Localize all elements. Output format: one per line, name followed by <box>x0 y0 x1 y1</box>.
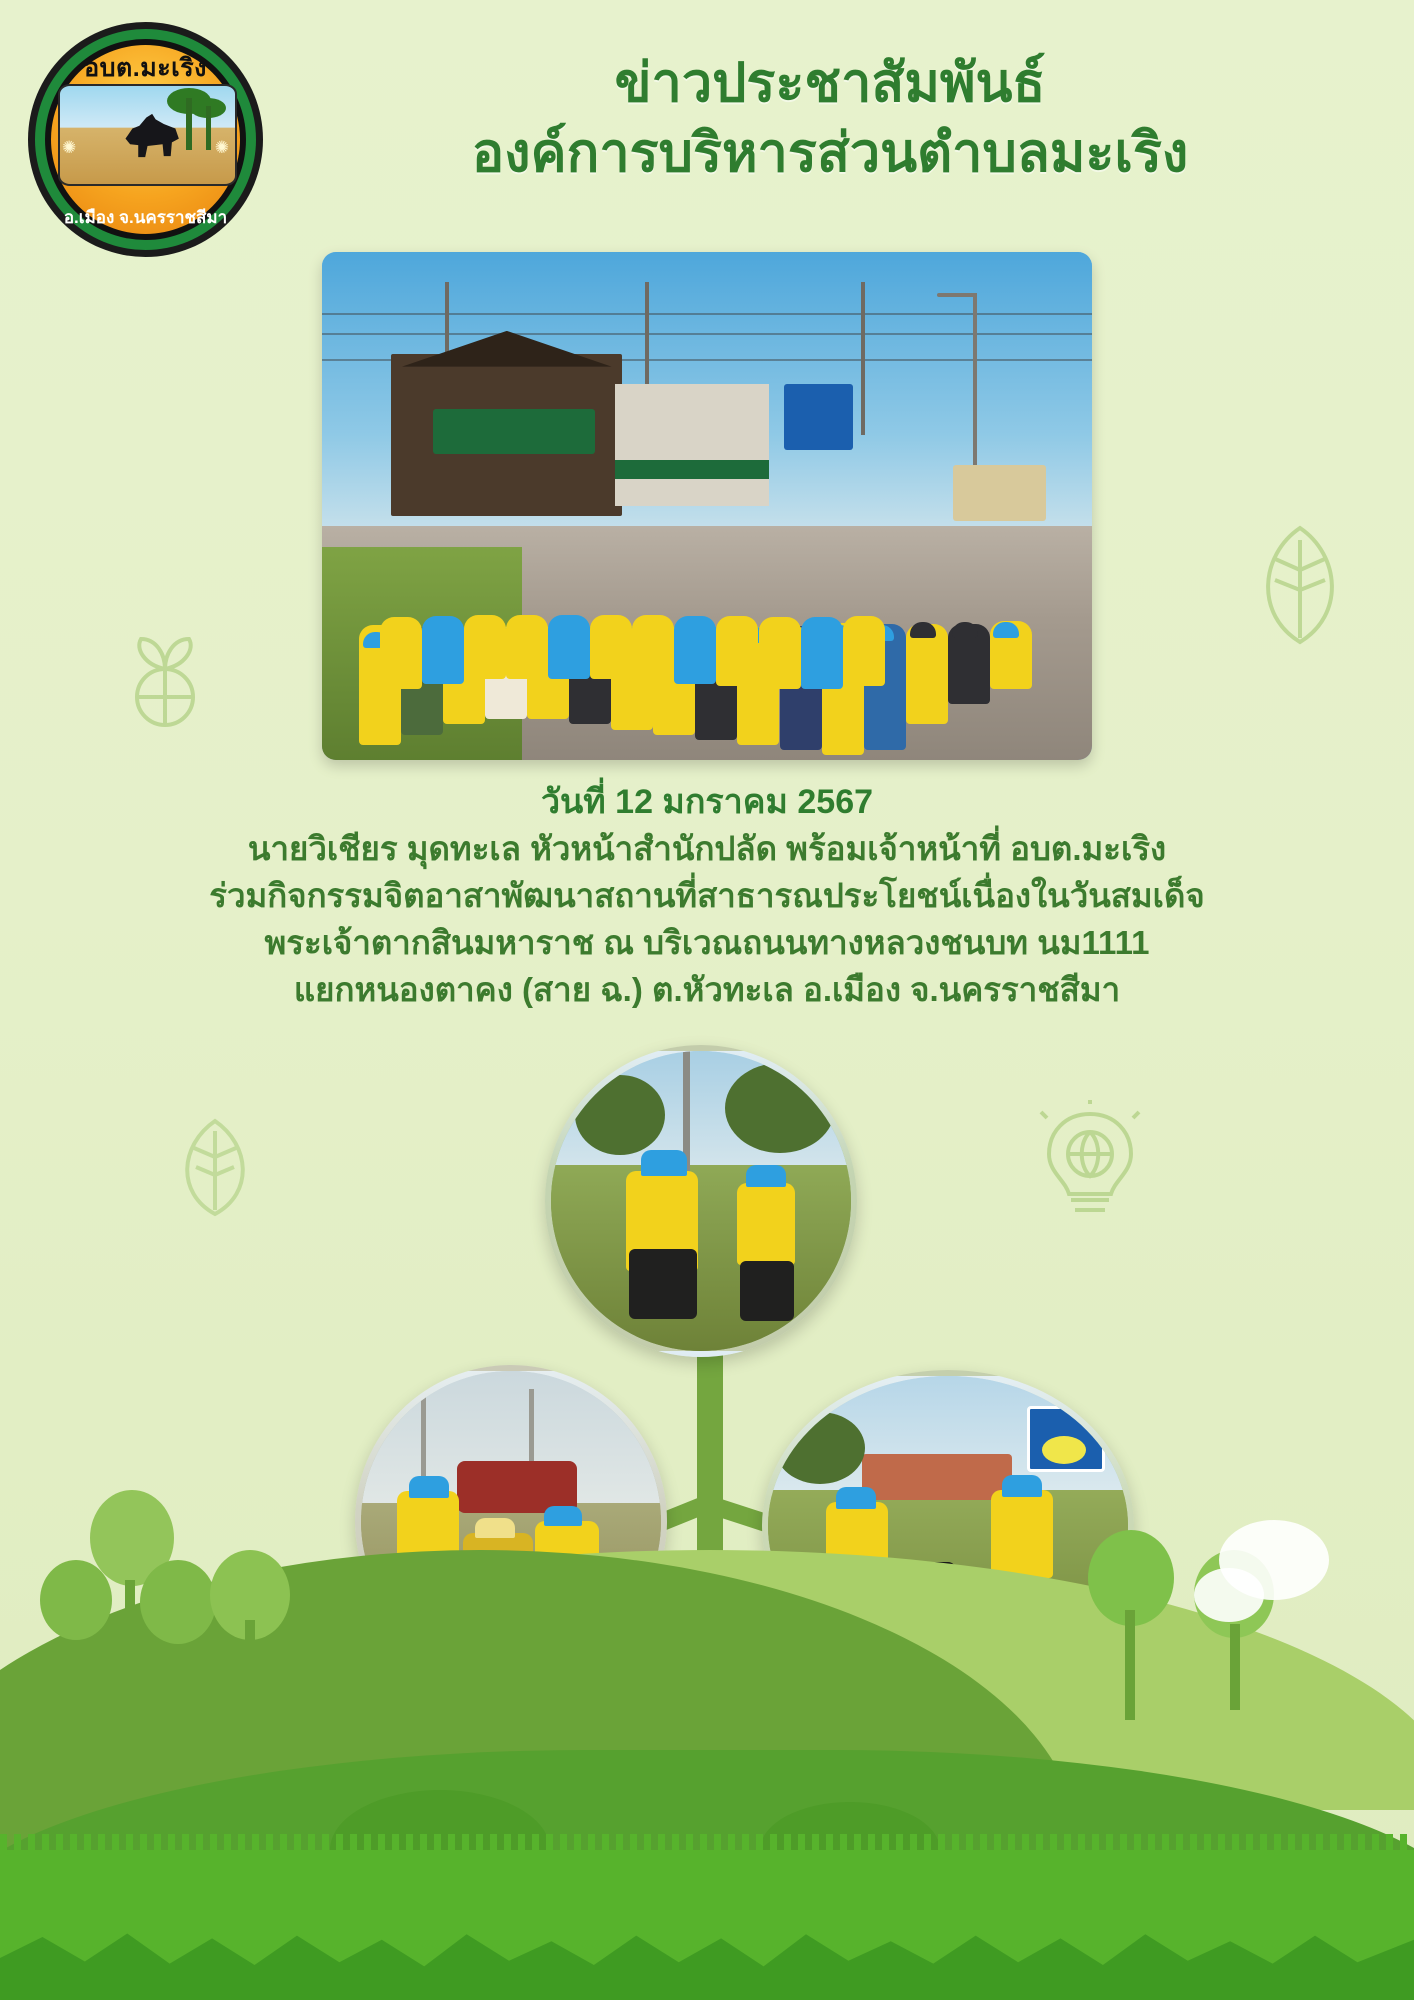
photo-cap <box>746 1165 786 1187</box>
caption-date: วันที่ 12 มกราคม 2567 <box>540 783 874 821</box>
photo-cap <box>1002 1475 1042 1497</box>
caption-line-4: แยกหนองตาคง (สาย ฉ.) ต.หัวทะเล อ.เมือง จ.นครราชสีมา <box>293 970 1121 1008</box>
photo-tree <box>775 1412 865 1484</box>
photo-trousers <box>740 1261 794 1321</box>
logo-top-text: อบต.มะเริง <box>84 54 207 82</box>
photo-volunteer <box>737 1183 795 1265</box>
photo-cap <box>544 1506 582 1526</box>
photo-volunteer <box>991 1490 1053 1578</box>
logo-palm-trunk <box>186 98 192 150</box>
logo-horse-icon <box>122 112 180 158</box>
cloud-shape-2 <box>1194 1568 1264 1622</box>
photo-hat <box>475 1518 515 1538</box>
logo-bottom-text: อ.เมือง จ.นครราชสีมา <box>63 208 228 227</box>
caption-line-2: ร่วมกิจกรรมจิตอาสาพัฒนาสถานที่สาธารณประโยชน์เนื่องในวันสมเด็จ <box>209 877 1205 915</box>
photo-tree <box>575 1075 665 1155</box>
main-photo <box>322 252 1092 760</box>
circle-photo-top <box>545 1045 857 1357</box>
caption-block <box>120 778 1294 1014</box>
street-light <box>973 293 977 466</box>
shop-awning <box>615 460 769 480</box>
sprout-globe-icon <box>105 625 225 735</box>
photo-cap <box>641 1150 687 1176</box>
lightbulb-globe-icon <box>1035 1100 1145 1225</box>
star-icon-right: ✺ <box>214 138 229 157</box>
page-title <box>280 52 1380 185</box>
photo-building <box>862 1454 1012 1500</box>
leaf-icon-left <box>170 1115 260 1220</box>
decorative-tree-right <box>1060 1530 1200 1720</box>
secondary-shop <box>615 384 769 506</box>
star-icon-left: ✺ <box>62 138 77 157</box>
logo-palm-trunk-2 <box>206 106 211 150</box>
power-wire <box>322 333 1092 335</box>
logo-emblem-scene <box>58 84 237 186</box>
decorative-tree-left-2 <box>190 1550 310 1710</box>
photo-ground <box>551 1165 851 1351</box>
seal-logo <box>28 22 263 257</box>
shop-sign <box>433 409 595 455</box>
photo-trousers <box>629 1249 697 1319</box>
photo-sign-emblem <box>1042 1436 1086 1464</box>
caption-line-3: พระเจ้าตากสินมหาราช ณ บริเวณถนนทางหลวงชนบท นม1111 <box>264 923 1150 961</box>
photo-tree <box>725 1063 835 1153</box>
volunteer-crowd <box>345 506 1046 760</box>
coffee-shop-building <box>391 354 622 517</box>
grass-foreground <box>0 1850 1414 2000</box>
utility-pole <box>861 282 865 434</box>
caption-line-1: นายวิเชียร มุดทะเล หัวหน้าสำนักปลัด พร้อมเจ้าหน้าที่ อบต.มะเริง <box>247 830 1167 868</box>
power-wire <box>322 313 1092 315</box>
heading-line-2: องค์การบริหารส่วนตำบลมะเริง <box>471 122 1189 183</box>
photo-cap <box>409 1476 449 1498</box>
road-sign <box>784 384 853 450</box>
leaf-icon-right <box>1245 520 1355 650</box>
photo-cap <box>836 1487 876 1509</box>
heading-line-1: ข่าวประชาสัมพันธ์ <box>614 53 1046 113</box>
